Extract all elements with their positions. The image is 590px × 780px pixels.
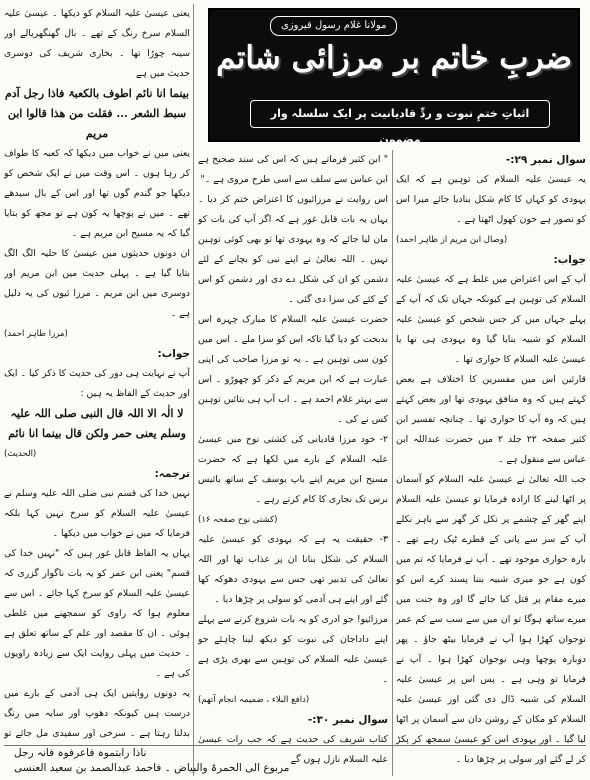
reference-citation: (کشتی نوح صفحہ ۱۶) [198,515,278,525]
body-paragraph: ۲- خود مرزا قادیانی کی کشتی نوح میں عیسیٰ علیہ السلام کے بارے میں لکھا ہے کہ حضرت مسیح ابن مریم اپنے باپ یوسف کے ساتھ بائیس برس تک نجاری کا کام کرتے رہے ۔ [198,434,388,505]
article-masthead [208,8,580,146]
body-paragraph: یعنی عیسیٰ علیہ السلام کو دیکھا ۔ عیسیٰ علیہ السلام سرخ رنگ کے تھے ۔ بال گھنگھریالے اور سینہ چوڑا تھا ۔ بخاری شریف کی دوسری حدیث میں ہے [4,8,190,79]
body-paragraph: اس روایت نے مرزائیوں کا اعتراض ختم کر دیا ۔ یہاں یہ بات قابل غور ہے کہ اگر آپ کی بات کو مان لیا جائے کہ وہ یہودی تھا تو بھی کوئی توہین نہیں ۔ اللہ تعالیٰ نے اپنے نبی کو بچانے کے لئے دشمن کو ان کی شکل دے دی اور دشمن کو اس کے کئے کی سزا دی گئی ۔ [198,194,388,305]
body-paragraph: یہ عیسیٰ علیہ السلام کی توہین ہے کہ ایک یہودی کو کہاں کا کام شکل بنادیا جائے میرا اس کو تصور ہے خون کھول اٹھتا ہے ۔ [396,174,586,225]
body-paragraph: نہیں خدا کی قسم نبی صلی اللہ علیہ وسلم نے عیسیٰ علیہ السلام کو سرخ نہیں کہا بلکہ فرمایا کہ میں نے خواب میں دیکھا ۔ [4,488,190,539]
reference-citation: (وصال ابن مریم از ظاہر احمد) [396,235,508,245]
reference-citation: (مرزا طاہر احمد) [4,329,68,339]
section-heading: جواب: [157,348,190,360]
body-paragraph: ۳- حقیقت یہ ہے کہ یہودی کو عیسیٰ علیہ السلام کی شکل بنانا ان پر عذاب تھا اور اللہ تعالیٰ کی تدبیر تھی جس سے یہودی دھوکہ کھا گئے اور اپنے ہی آدمی کو سولی پر چڑھا دیا ۔ [198,534,388,605]
right-column [396,150,586,776]
body-paragraph: کتاب شریف کی حدیث ہے کہ جب رات عیسیٰ علیہ السلام نازل ہوں گے [198,734,388,765]
column-divider [392,150,393,776]
body-paragraph: جب اللہ تعالیٰ نے عیسیٰ علیہ السلام کو آسمان پر اٹھا لینے کا ارادہ فرمایا تو عیسیٰ علیہ السلام اپنے گھر کے چشمے پر نکل کر گھر سے باہر نکلے آپ کے سر سے پانی کے قطرے ٹپک رہے تھے ۔ بارہ حواری موجود تھے ۔ آپ نے فرمایا کہ تم میں کون ہے جو میری شبیہ بننا پسند کرے اس کو میرے مقام پر قتل کیا جائے گا اور وہ جنت میں میرے ساتھ ہوگا تو ان میں سے سب سے کم عمر نوجوان کھڑا ہوا آپ نے فرمایا بیٹھ جاؤ ۔ پھر دوبارہ پوچھا وہی نوجوان کھڑا ہوا ۔ آپ نے فرمایا تو وہی ہے ۔ پس اس پر عیسیٰ علیہ السلام کی شبیہ ڈال دی گئی اور عیسیٰ علیہ السلام کو مکان کے روشن دان سے آسمان پر اٹھا لیا گیا ۔ اور یہودی اس کو عیسیٰ سمجھ کر پکڑ کر لے گئے اور سولی پر چڑھا دیا ۔ [396,474,586,765]
article-title: ضربِ خاتم بر مرزائی شاتم [216,40,572,76]
page-footer [4,745,586,776]
author-byline: مولانا غلام رسول قیروزی [270,16,397,36]
body-paragraph: یعنی میں نے خواب میں دیکھا کہ کعبہ کا طواف کر رہا ہوں ۔ اس وقت میں نے ایک شخص کو دیکھا جو گندم گوں تھا اور اس کے بال سیدھے تھے ۔ میں نے پوچھا یہ کون ہے تو مجھ کو بتایا گیا کہ یہ مسیح ابن مریم ہے ۔ [4,148,190,239]
article-subtitle: اثباتِ ختمِ نبوت و ردِّ قادیانیت پر ایک سلسلہ وار مضمون [250,100,550,128]
section-heading: ترجمہ: [154,468,190,480]
body-paragraph: یہاں یہ الفاظ قابل غور ہیں کہ "نہیں خدا کی قسم" یعنی ابن عمر کو یہ بات ناگوار گزری کہ عیسیٰ علیہ السلام کو سرخ کہا جائے ۔ اس سے معلوم ہوا کہ راوی کو سمجھنے میں غلطی ہوئی ۔ ان کا مقصد اور علم کے ساتھ تعلق ہے ۔ حدیث میں پہلی روایت ایک سے زیادہ راویوں کی ہے ۔ [4,548,190,679]
body-paragraph: قارئین اس میں مفسرین کا اختلاف ہے بعض کہتے ہیں کہ وہ منافق یہودی تھا اور بعض کہتے ہیں کہ وہ آپ کا حواری تھا ۔ چنانچہ تفسیر ابن کثیر صفحہ ۲۲ جلد ۲ میں حضرت عبداللہ ابن عباس سے منقول ہے ۔ [396,374,586,465]
body-paragraph: یہ دونوں روایتیں ایک ہی آدمی کے بارے میں درست ہیں کیونکہ دھوپ اور سایہ میں رنگ بدلتا رہتا ہے ۔ سرخی اور سفیدی مل جائے تو [4,688,190,739]
middle-column [198,150,388,776]
body-paragraph: آپ نے نہایت ہی دور کی حدیث کا ذکر کیا ۔ ایک اور حدیث کے الفاظ یہ ہیں : [4,368,190,399]
reference-citation: (دافع البلاء ، ضمیمہ انجام آتھم) [198,695,310,705]
body-paragraph: ان دونوں حدیثوں میں عیسیٰ کا حلیہ الگ الگ بتایا گیا ہے ۔ پہلی حدیث میں ابن مریم اور دوسری میں ابن مریم ۔ مرزا ئیوں کی یہ دلیل ہے ۔ [4,248,190,319]
body-paragraph: مرزائیو! جو ادری کو یہ بات شروع کرنے سے پہلے اپنے داداجان کی نبوت کو دیکھ لینا چاہئے جو عیسیٰ علیہ السلام کی توہین سے بھری پڑی ہے ۔ [198,614,388,685]
reference-citation: (الحدیث) [4,449,37,459]
left-column [4,4,190,742]
body-paragraph: حضرت عیسیٰ علیہ السلام کا مبارک چہرہ اس بدبخت کو دیا گیا تاکہ اس کو سزا ملے ۔ اس میں کون سی توہین ہے ۔ یہ تو مرزا صاحب کی اپنی عبارت ہے کہ ابن مریم کے ذکر کو چھوڑو ۔ اس سے بہتر غلام احمد ہے ۔ اب آپ ہی بتائیں توہین کس نے کی ۔ [198,314,388,425]
section-heading: سوال نمبر ۲۹:- [505,154,586,166]
footer-line: مربوع الی الحمرۃ والبیاض ۔ فاحمد عبدالصمد بن سعید العنسی [14,762,290,774]
section-heading: جواب: [553,254,586,266]
arabic-quote: لا الٰہ الا اللہ قال النبی صلی اللہ علیہ وسلم یعنی حمر ولکن قال بینما انا نائم [8,407,186,440]
body-paragraph: آپ کے اس اعتراض میں غلط ہے کہ عیسیٰ علیہ السلام کی توہین ہے کیونکہ جہاں تک کہ آپ کے پہلے جہاں میں کر جس شخص کو عیسیٰ علیہ السلام کو شبیہ بنایا گیا وہ یہودی ہی تھا یا عیسیٰ علیہ السلام کا حواری تھا ۔ [396,274,586,365]
body-paragraph: " ابن کثیر فرماتے ہیں کہ اس کی سند صحیح ہے ابن عباس سے سلف سے اسی طرح مروی ہے ۔" [198,154,388,185]
section-heading: سوال نمبر ۳۰:- [307,714,388,726]
footer-line: ناذا رابتموہ فاعرفوہ فانہ رجل [14,747,147,759]
column-divider [193,4,194,776]
arabic-quote: بینما انا نائم اطوف بالکعبۃ فاذا رجل آدم سبط الشعر ... فقلت من ھذا قالوا ابن مریم [4,87,190,140]
